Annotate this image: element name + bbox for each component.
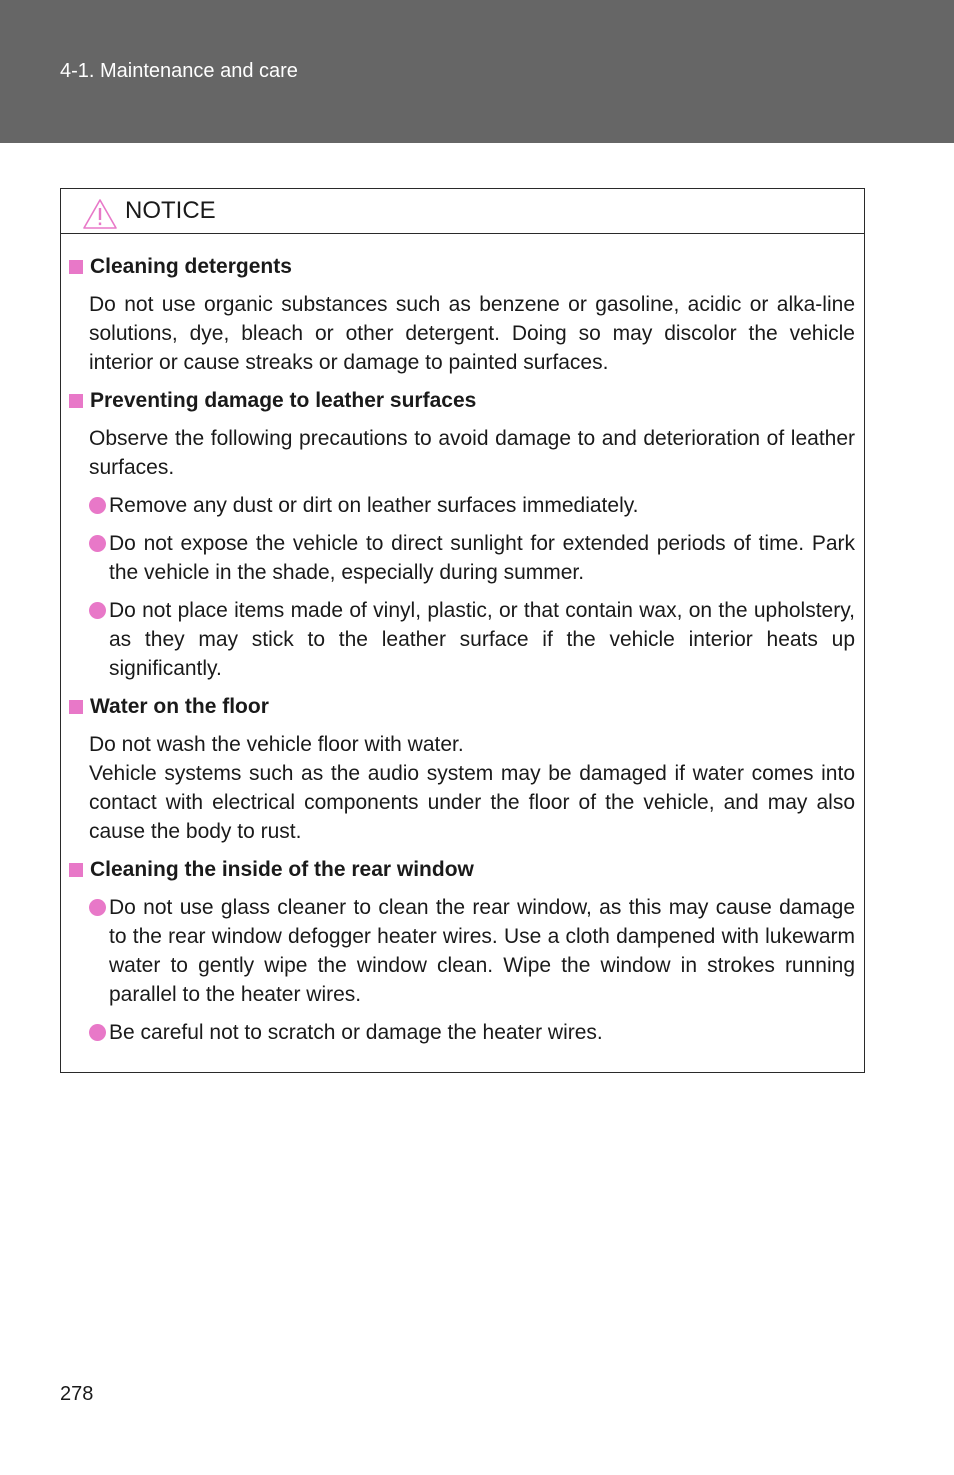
section-heading <box>68 692 855 721</box>
section-rear-window <box>68 855 855 1047</box>
header-band <box>0 0 954 143</box>
section-leather-surfaces <box>68 386 855 683</box>
section-heading-text: Preventing damage to leather surfaces <box>90 389 477 412</box>
section-heading <box>68 386 855 415</box>
list-item <box>89 893 855 1009</box>
warning-triangle-icon <box>82 198 118 230</box>
paragraph: Do not wash the vehicle floor with water. <box>89 733 464 756</box>
list-item <box>89 1018 855 1047</box>
square-bullet-icon <box>69 394 83 408</box>
section-heading-text: Water on the floor <box>90 695 269 718</box>
section-title: 4-1. Maintenance and care <box>60 60 298 82</box>
circle-bullet-icon <box>89 535 106 552</box>
circle-bullet-icon <box>89 602 106 619</box>
circle-bullet-icon <box>89 497 106 514</box>
list-item <box>89 529 855 587</box>
circle-bullet-icon <box>89 899 106 916</box>
list-item-text: Be careful not to scratch or damage the heater wires. <box>109 1021 603 1044</box>
section-water-on-floor <box>68 692 855 846</box>
section-heading-text: Cleaning the inside of the rear window <box>90 858 474 881</box>
circle-bullet-icon <box>89 1024 106 1041</box>
list-item-text: Do not expose the vehicle to direct sunlight for extended periods of time. Park the vehicle in the shade, especially during summer. <box>109 532 855 584</box>
list-item-text: Remove any dust or dirt on leather surfaces immediately. <box>109 494 639 517</box>
notice-box <box>60 188 865 1073</box>
notice-label: NOTICE <box>125 197 216 224</box>
notice-header <box>61 189 864 234</box>
notice-body <box>61 234 864 1047</box>
list-item-text: Do not place items made of vinyl, plastic, or that contain wax, on the upholstery, as they may stick to the leather surface if the vehicle interior heats up significantly. <box>109 599 855 680</box>
section-heading-text: Cleaning detergents <box>90 255 292 278</box>
section-heading <box>68 252 855 281</box>
list-item-text: Do not use glass cleaner to clean the rear window, as this may cause damage to the rear window defogger heater wires. Use a cloth dampened with lukewarm water to gently wipe the window clean. Wipe the window in strokes running parallel to the heater wires. <box>109 896 855 1006</box>
paragraph: Observe the following precautions to avoid damage to and deterioration of leather surfaces. <box>89 427 855 479</box>
list-item <box>89 491 855 520</box>
section-heading <box>68 855 855 884</box>
square-bullet-icon <box>69 700 83 714</box>
paragraph: Vehicle systems such as the audio system may be damaged if water comes into contact with electrical components under the floor of the vehicle, and may also cause the body to rust. <box>89 762 855 843</box>
list-item <box>89 596 855 683</box>
paragraph: Do not use organic substances such as benzene or gasoline, acidic or alka-line solutions, dye, bleach or other detergent. Doing so may discolor the vehicle interior or cause streaks or damage to painted surfaces. <box>89 293 855 374</box>
section-cleaning-detergents <box>68 252 855 377</box>
page-number: 278 <box>60 1383 94 1405</box>
square-bullet-icon <box>69 260 83 274</box>
square-bullet-icon <box>69 863 83 877</box>
